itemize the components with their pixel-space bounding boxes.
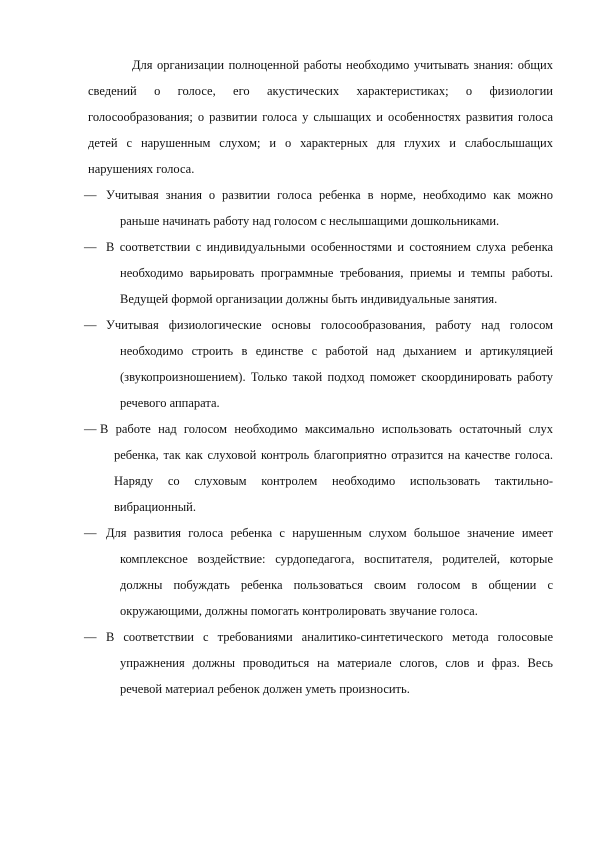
list-item [84,312,553,416]
document-body [84,52,553,702]
list-item [84,416,553,520]
dash-bullet: — [84,318,97,332]
list-item-text: Учитывая знания о развитии голоса ребенка в норме, необходимо как можно раньше начинать работу над голосом с неслышащими дошкольниками. [106,188,553,228]
list-item [84,182,553,234]
list-item-text: В работе над голосом необходимо максимально использовать остаточный слух ребенка, так как слуховой контроль благоприятно отразится на качестве голоса. Наряду со слуховым контролем необходимо использовать тактильно-вибрационный. [100,422,553,514]
list-item-text: Учитывая физиологические основы голосообразования, работу над голосом необходимо строить в единстве с работой над дыханием и артикуляцией (звукопроизношением). Только такой подход поможет скоординировать работу речевого аппарата. [106,318,553,410]
list-item [84,234,553,312]
intro-paragraph: Для организации полноценной работы необходимо учитывать знания: общих сведений о голосе, его акустических характеристиках; о физиологии голосообразования; о развитии голоса у слышащих и особенностях развития голоса детей с нарушенным слухом; и о характерных для глухих и слабослышащих нарушениях голоса. [88,58,553,176]
list-item-text: Для развития голоса ребенка с нарушенным слухом большое значение имеет комплексное воздействие: сурдопедагога, воспитателя, родителей, которые должны побуждать ребенка пользоваться своим голосом в общении с окружающими, должны помогать контролировать звучание голоса. [106,526,553,618]
list-item [84,520,553,624]
list-item-text: В соответствии с требованиями аналитико-синтетического метода голосовые упражнения должны проводиться на материале слогов, слов и фраз. Весь речевой материал ребенок должен уметь произносить. [106,630,553,696]
dash-bullet: — [84,630,97,644]
list-item [84,624,553,702]
dash-bullet: — [84,526,97,540]
dash-bullet: — [84,240,97,254]
list-item-text: В соответствии с индивидуальными особенностями и состоянием слуха ребенка необходимо варьировать программные требования, приемы и темпы работы. Ведущей формой организации должны быть индивидуальные занятия. [106,240,553,306]
recommendations-list [84,182,553,702]
dash-bullet: — [84,422,97,436]
dash-bullet: — [84,188,97,202]
